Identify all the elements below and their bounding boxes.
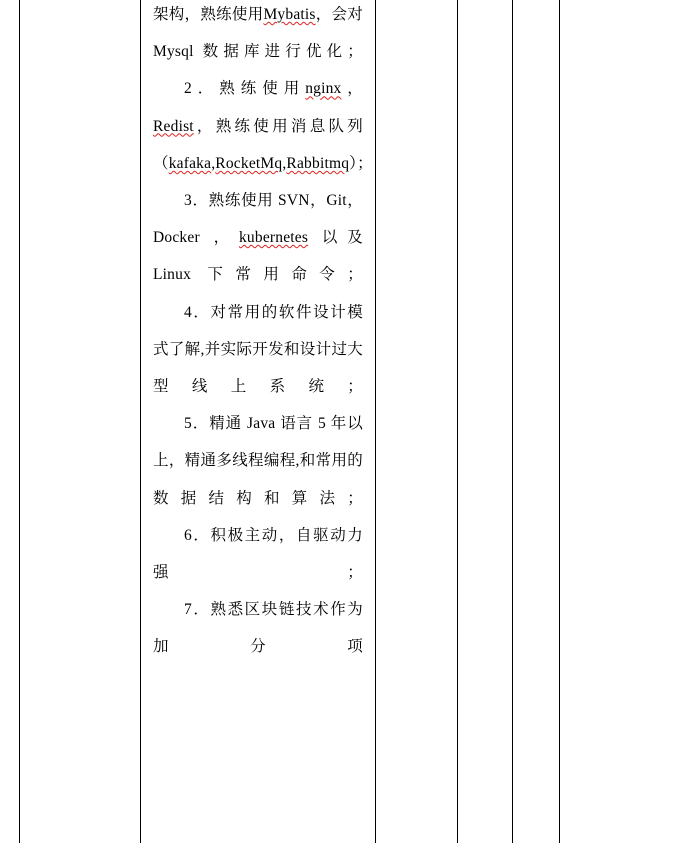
term-mybatis: Mybatis xyxy=(263,6,316,23)
requirement-paragraph: 3．熟练使用 SVN，Git， Docker ，kubernetes 以及 Linux 下常用命令； xyxy=(153,192,363,284)
requirement-paragraph: 架构，熟练使用Mybatis，会对 Mysql 数据库进行优化； xyxy=(153,6,363,61)
requirement-paragraph: 6．积极主动，自驱动力强； xyxy=(153,526,363,582)
requirement-paragraph: 2．熟练使用nginx，Redist，熟练使用消息队列（kafaka,RocketMq,Rabbitmq）； xyxy=(153,80,373,172)
table-cell-col6 xyxy=(513,0,560,843)
job-requirements-text xyxy=(141,0,375,666)
table-cell-label xyxy=(20,0,141,843)
term-kafaka: kafaka xyxy=(168,154,212,172)
requirement-paragraph: 7．熟悉区块链技术作为加分项 xyxy=(153,601,363,656)
term-kubernetes: kubernetes xyxy=(238,229,309,247)
term-rocketmq: RocketMq xyxy=(215,154,283,172)
table-cell-col4 xyxy=(376,0,458,843)
term-redist: Redist xyxy=(153,117,194,135)
term-rabbitmq: Rabbitmq xyxy=(286,154,350,172)
term-nginx: nginx xyxy=(305,80,342,98)
table-cell-col5 xyxy=(458,0,513,843)
requirement-paragraph: 4．对常用的软件设计模式了解,并实际开发和设计过大型线上系统； xyxy=(153,303,363,396)
table-cell-col7 xyxy=(560,0,687,843)
table-cell-left-margin xyxy=(0,0,20,843)
table-cell-content xyxy=(141,0,376,843)
requirement-paragraph: 5．精通 Java 语言 5 年以上，精通多线程编程,和常用的数据结构和算法； xyxy=(153,415,363,507)
